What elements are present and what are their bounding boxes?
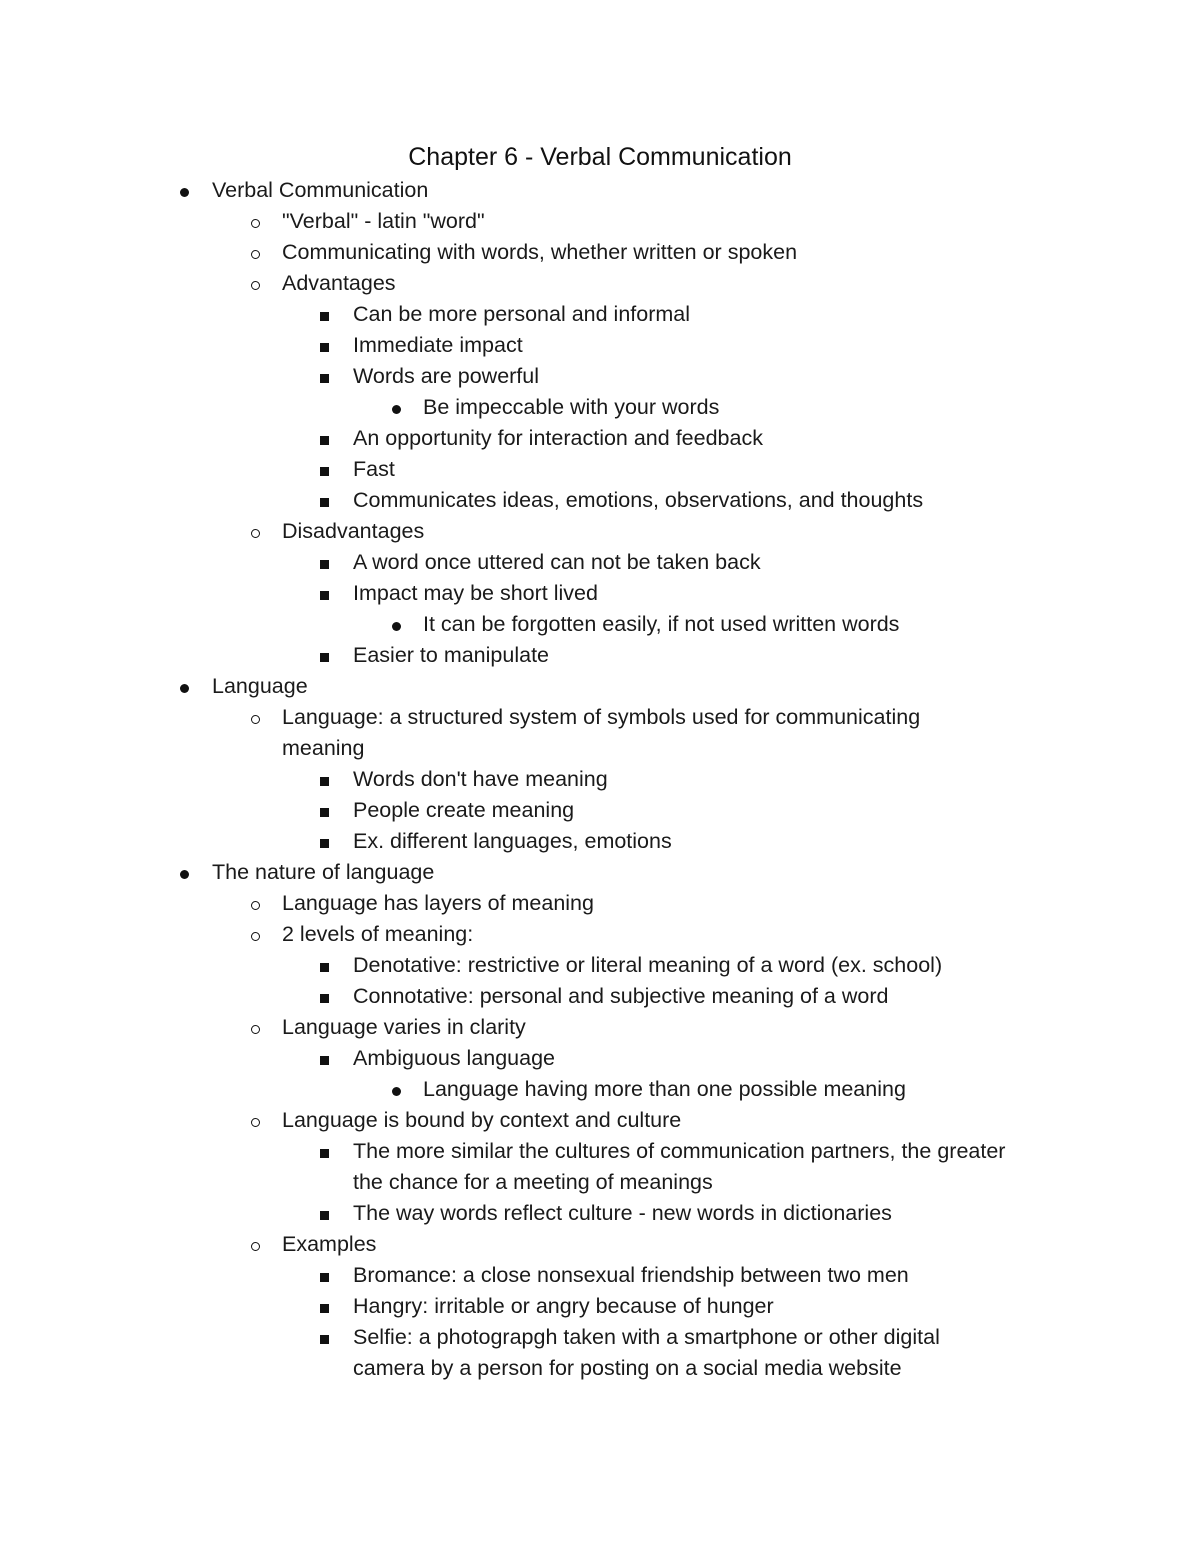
outline-item-text: Language having more than one possible meaning	[423, 1077, 906, 1101]
outline-item-level-4	[0, 1074, 1200, 1105]
outline-item-level-2	[0, 702, 1200, 764]
bullet-square-icon	[314, 361, 334, 392]
bullet-square-icon	[314, 578, 334, 609]
outline-item-level-1	[0, 671, 1200, 702]
outline-item-text: Language varies in clarity	[282, 1015, 526, 1039]
bullet-square-icon	[314, 1136, 334, 1167]
page-title: Chapter 6 - Verbal Communication	[408, 143, 792, 171]
bullet-square-icon	[314, 423, 334, 454]
outline-item-text: Selfie: a photograpgh taken with a smartphone or other digital camera by a person for posting on a social media website	[353, 1325, 940, 1380]
outline-item-level-3	[0, 1322, 1200, 1384]
bullet-square-icon	[314, 764, 334, 795]
outline-item-text: Language has layers of meaning	[282, 891, 594, 915]
outline-item-level-2	[0, 1105, 1200, 1136]
outline-item-level-3	[0, 454, 1200, 485]
bullet-square-icon	[314, 981, 334, 1012]
outline-item-text: Fast	[353, 457, 395, 481]
outline-item-text: It can be forgotten easily, if not used written words	[423, 612, 900, 636]
outline-item-text: Ambiguous language	[353, 1046, 556, 1070]
outline-item-level-3	[0, 330, 1200, 361]
outline-item-text: Communicates ideas, emotions, observations, and thoughts	[353, 488, 924, 512]
bullet-disc-icon	[386, 1074, 406, 1105]
outline-item-text: People create meaning	[353, 798, 575, 822]
outline-item-level-3	[0, 578, 1200, 609]
bullet-square-icon	[314, 485, 334, 516]
outline-item-level-2	[0, 237, 1200, 268]
outline-item-text: Language: a structured system of symbols used for communicating meaning	[282, 705, 921, 760]
outline-item-level-3	[0, 1291, 1200, 1322]
bullet-circle-icon	[245, 237, 265, 268]
outline-item-level-2	[0, 516, 1200, 547]
bullet-circle-icon	[245, 919, 265, 950]
outline-item-level-2	[0, 919, 1200, 950]
outline-item-text: Language	[212, 674, 308, 698]
bullet-square-icon	[314, 1198, 334, 1229]
outline-item-level-4	[0, 609, 1200, 640]
outline-item-level-3	[0, 1136, 1200, 1198]
bullet-circle-icon	[245, 206, 265, 237]
outline-item-level-3	[0, 764, 1200, 795]
outline-item-level-3	[0, 547, 1200, 578]
bullet-circle-icon	[245, 1229, 265, 1260]
outline-item-level-3	[0, 299, 1200, 330]
bullet-square-icon	[314, 1291, 334, 1322]
bullet-circle-icon	[245, 516, 265, 547]
outline-item-text: Examples	[282, 1232, 377, 1256]
outline-item-text: Disadvantages	[282, 519, 425, 543]
outline-item-level-2	[0, 206, 1200, 237]
outline-item-text: Communicating with words, whether written or spoken	[282, 240, 798, 264]
outline-item-level-3	[0, 423, 1200, 454]
outline-item-text: Words are powerful	[353, 364, 540, 388]
outline-item-text: Bromance: a close nonsexual friendship between two men	[353, 1263, 909, 1287]
outline-item-level-3	[0, 950, 1200, 981]
bullet-square-icon	[314, 1260, 334, 1291]
bullet-disc-icon	[174, 671, 194, 702]
outline-item-level-3	[0, 826, 1200, 857]
outline-item-text: The nature of language	[212, 860, 435, 884]
outline-item-text: Hangry: irritable or angry because of hunger	[353, 1294, 774, 1318]
bullet-disc-icon	[174, 175, 194, 206]
outline-item-text: The more similar the cultures of communication partners, the greater the chance for a meeting of meanings	[353, 1139, 1006, 1194]
outline-item-text: Can be more personal and informal	[353, 302, 691, 326]
outline-item-level-3	[0, 485, 1200, 516]
outline-item-level-3	[0, 1198, 1200, 1229]
bullet-square-icon	[314, 826, 334, 857]
outline-item-level-3	[0, 640, 1200, 671]
bullet-square-icon	[314, 640, 334, 671]
outline-item-text: Connotative: personal and subjective meaning of a word	[353, 984, 889, 1008]
outline-item-text: Immediate impact	[353, 333, 523, 357]
bullet-circle-icon	[245, 1012, 265, 1043]
outline-item-text: An opportunity for interaction and feedback	[353, 426, 763, 450]
outline-item-text: 2 levels of meaning:	[282, 922, 474, 946]
outline-list	[0, 175, 1200, 1384]
outline-item-level-3	[0, 1260, 1200, 1291]
bullet-square-icon	[314, 299, 334, 330]
bullet-square-icon	[314, 1043, 334, 1074]
bullet-square-icon	[314, 795, 334, 826]
outline-item-text: "Verbal" - latin "word"	[282, 209, 485, 233]
outline-item-text: Denotative: restrictive or literal meaning of a word (ex. school)	[353, 953, 943, 977]
outline-item-level-3	[0, 1043, 1200, 1074]
bullet-circle-icon	[245, 702, 265, 733]
bullet-circle-icon	[245, 268, 265, 299]
bullet-square-icon	[314, 330, 334, 361]
outline-item-level-2	[0, 1229, 1200, 1260]
outline-item-text: A word once uttered can not be taken back	[353, 550, 761, 574]
bullet-circle-icon	[245, 1105, 265, 1136]
outline-item-level-3	[0, 795, 1200, 826]
outline-item-text: Impact may be short lived	[353, 581, 598, 605]
bullet-circle-icon	[245, 888, 265, 919]
bullet-disc-icon	[174, 857, 194, 888]
outline-item-text: Ex. different languages, emotions	[353, 829, 672, 853]
outline-item-level-3	[0, 361, 1200, 392]
outline-item-text: Words don't have meaning	[353, 767, 608, 791]
outline-item-text: Verbal Communication	[212, 178, 429, 202]
outline-item-text: Language is bound by context and culture	[282, 1108, 682, 1132]
outline-item-level-2	[0, 268, 1200, 299]
bullet-disc-icon	[386, 609, 406, 640]
outline-item-text: The way words reflect culture - new words in dictionaries	[353, 1201, 892, 1225]
outline-item-level-3	[0, 981, 1200, 1012]
outline-item-level-4	[0, 392, 1200, 423]
bullet-square-icon	[314, 547, 334, 578]
bullet-square-icon	[314, 950, 334, 981]
bullet-square-icon	[314, 454, 334, 485]
bullet-square-icon	[314, 1322, 334, 1353]
outline-item-text: Be impeccable with your words	[423, 395, 720, 419]
outline-item-level-2	[0, 888, 1200, 919]
outline-item-text: Easier to manipulate	[353, 643, 549, 667]
outline-item-text: Advantages	[282, 271, 396, 295]
outline-item-level-2	[0, 1012, 1200, 1043]
outline-item-level-1	[0, 857, 1200, 888]
outline-item-level-1	[0, 175, 1200, 206]
bullet-disc-icon	[386, 392, 406, 423]
